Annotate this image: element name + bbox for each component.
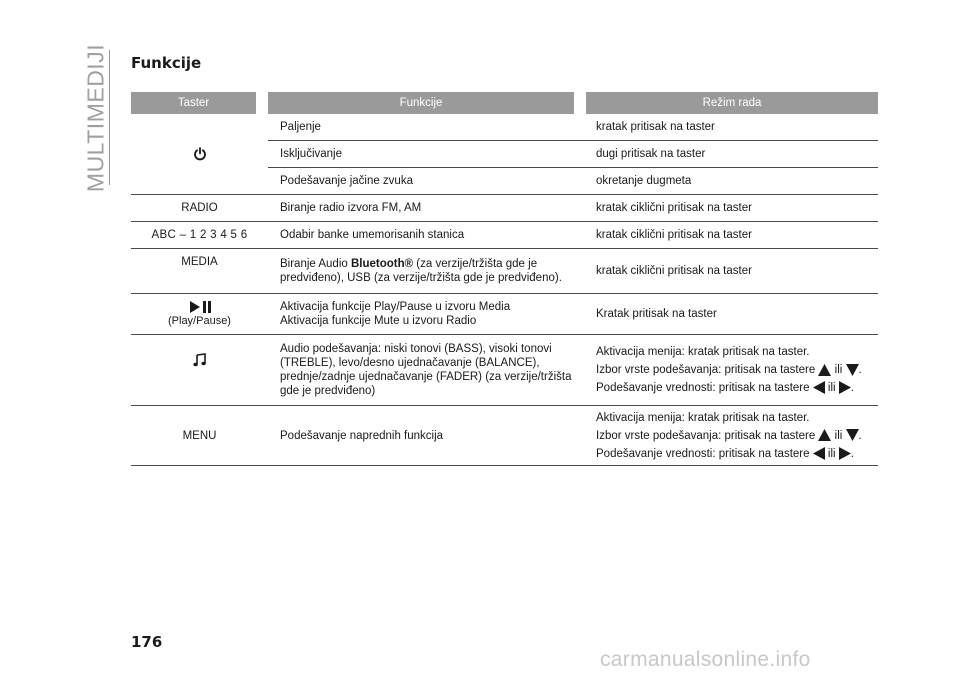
mode-cell: kratak ciklični pritisak na taster [586, 195, 878, 222]
power-icon [193, 147, 207, 161]
function-cell: Biranje radio izvora FM, AM [268, 195, 586, 222]
function-cell: Paljenje [268, 114, 586, 141]
table-row [131, 406, 878, 466]
menu-mode-text-3: Podešavanje vrednosti: pritisak na tastere [596, 447, 810, 460]
watermark: carmanualsonline.info [600, 648, 811, 671]
arrow-left-icon [813, 381, 825, 394]
playpause-key-cell [131, 294, 268, 335]
menu-or-text: ili [827, 447, 836, 460]
table-row [131, 249, 878, 294]
table-row [131, 222, 878, 249]
audio-mode-line-3 [596, 379, 878, 397]
page-title: Funkcije [131, 54, 202, 72]
function-cell: Audio podešavanja: niski tonovi (BASS), visoki tonovi (TREBLE), levo/desno ujednačavanje (BALANCE), prednje/zadnje ujednačavanje (FADER) (za verzije/tržišta gde je predviđeno) [268, 335, 586, 406]
function-cell: Podešavanje jačine zvuka [268, 168, 586, 195]
menu-mode-line-1: Aktivacija menija: kratak pritisak na taster. [596, 411, 810, 424]
table-row [131, 195, 878, 222]
media-func-text-b: (za verzije/tržišta gde je predviđeno), USB (za verzije/tržišta gde je predviđeno). [280, 258, 562, 284]
menu-dot: . [850, 447, 854, 460]
music-note-icon [193, 353, 207, 367]
media-key-label: MEDIA [181, 256, 218, 268]
arrow-right-icon [839, 381, 851, 394]
function-cell: Odabir banke umemorisanih stanica [268, 222, 586, 249]
power-key-cell [131, 114, 268, 195]
mode-cell [586, 406, 878, 466]
table-row [131, 114, 878, 141]
mode-cell: kratak ciklični pritisak na taster [586, 249, 878, 294]
menu-mode-line-3 [596, 445, 878, 463]
radio-key-cell: RADIO [131, 195, 268, 222]
menu-mode-text-2: Izbor vrste podešavanja: pritisak na tastere [596, 429, 816, 442]
table-header-row [131, 92, 878, 114]
mode-cell: kratak ciklični pritisak na taster [586, 222, 878, 249]
playpause-key-sub: (Play/Pause) [168, 315, 231, 327]
header-function: Funkcije [268, 92, 586, 114]
audio-or-text: ili [834, 364, 843, 376]
section-side-label: MULTIMEDIJI [82, 43, 109, 192]
arrow-left-icon [813, 447, 825, 460]
menu-key-cell: MENU [131, 406, 268, 466]
arrow-up-icon [818, 429, 831, 441]
mode-cell: dugi pritisak na taster [586, 141, 878, 168]
mode-cell: kratak pritisak na taster [586, 114, 878, 141]
mode-cell: okretanje dugmeta [586, 168, 878, 195]
menu-dot: . [858, 429, 862, 442]
menu-or-text: ili [834, 429, 843, 442]
page-number: 176 [131, 633, 163, 651]
mode-cell: Kratak pritisak na taster [586, 294, 878, 335]
audio-mode-text-3: Podešavanje vrednosti: pritisak na tastere [596, 382, 810, 394]
table-row [131, 294, 878, 335]
functions-table [131, 92, 878, 466]
play-pause-icon [188, 301, 212, 313]
media-func-text-a: Biranje Audio [280, 258, 351, 270]
abc-key-cell: ABC – 1 2 3 4 5 6 [131, 222, 268, 249]
media-key-cell [131, 249, 268, 294]
function-cell: Podešavanje naprednih funkcija [268, 406, 586, 466]
playpause-func-line-2: Aktivacija funkcije Mute u izvoru Radio [280, 315, 477, 327]
arrow-right-icon [839, 447, 851, 460]
section-side-tab [82, 43, 110, 192]
media-func-bluetooth: Bluetooth® [350, 258, 414, 270]
mode-cell [586, 335, 878, 406]
header-mode: Režim rada [586, 92, 878, 114]
arrow-up-icon [818, 364, 831, 376]
playpause-func-line-1: Aktivacija funkcije Play/Pause u izvoru Media [280, 301, 511, 313]
audio-mode-line-2 [596, 361, 878, 379]
arrow-down-icon [846, 429, 859, 441]
audio-mode-line-1: Aktivacija menija: kratak pritisak na taster. [596, 346, 810, 358]
header-key: Taster [131, 92, 268, 114]
audio-mode-text-2: Izbor vrste podešavanja: pritisak na tastere [596, 364, 816, 376]
audio-key-cell [131, 335, 268, 406]
audio-dot: . [850, 382, 854, 394]
audio-or-text: ili [827, 382, 836, 394]
function-cell [268, 249, 586, 294]
function-cell [268, 294, 586, 335]
function-cell: Isključivanje [268, 141, 586, 168]
table-row [131, 335, 878, 406]
menu-mode-line-2 [596, 427, 878, 445]
audio-dot: . [858, 364, 862, 376]
arrow-down-icon [846, 364, 859, 376]
